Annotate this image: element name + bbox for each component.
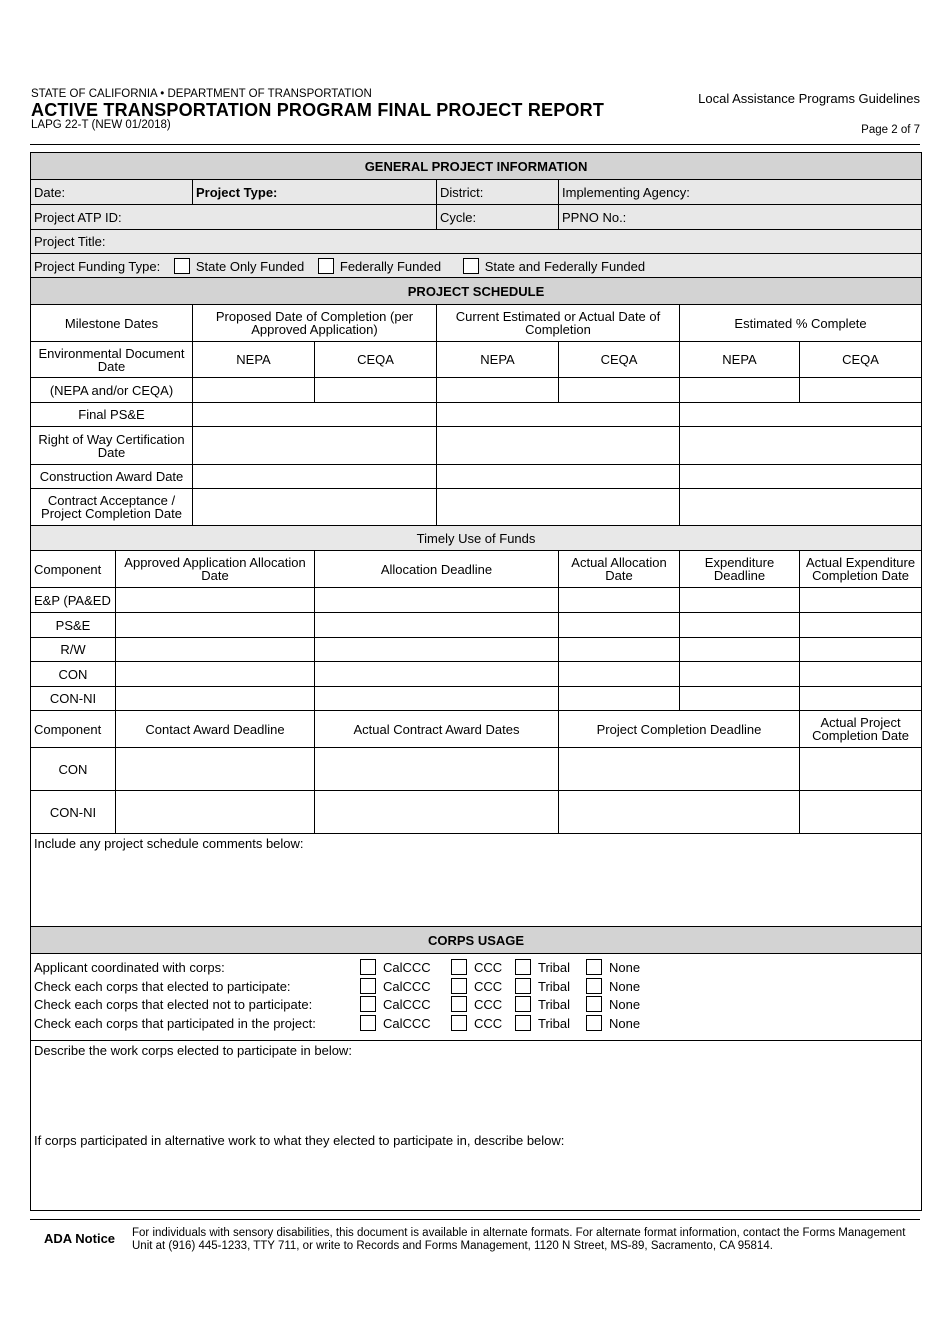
none-checkbox[interactable] [586,978,602,994]
project-title-field[interactable] [31,230,922,254]
award-input[interactable] [559,748,800,791]
allocation-deadline-header: Allocation Deadline [315,551,559,588]
corps-alternative-work-area[interactable] [31,1131,922,1211]
percent-input[interactable] [680,465,922,489]
ccc-checkbox[interactable] [451,978,467,994]
funds-input[interactable] [559,613,680,638]
calccc-label: CalCCC [383,960,431,975]
schedule-heading: PROJECT SCHEDULE [31,278,922,305]
bottom-rule [30,1219,920,1220]
project-type-field[interactable] [193,180,437,205]
award-component-header: Component [31,711,116,748]
schedule-comments-area[interactable] [31,834,922,927]
award-input[interactable] [800,791,922,834]
state-federal-checkbox[interactable] [463,258,479,274]
percent-nepa-header: NEPA [680,342,800,378]
proposed-ceqa-input[interactable] [315,378,437,403]
funds-input[interactable] [559,638,680,662]
guidelines-label: Local Assistance Programs Guidelines [698,91,920,106]
form-title: ACTIVE TRANSPORTATION PROGRAM FINAL PROJECT REPORT [31,100,605,120]
corps-row-coordinated: Applicant coordinated with corps: [34,960,225,975]
none-checkbox[interactable] [586,996,602,1012]
funds-input[interactable] [680,613,800,638]
tribal-checkbox[interactable] [515,996,531,1012]
milestone-row-certification: Right of Way Certification Date [31,427,193,465]
component-label: PS&E [31,613,116,638]
funds-input[interactable] [800,662,922,687]
actual-allocation-header: Actual Allocation Date [559,551,680,588]
percent-ceqa-input[interactable] [800,378,922,403]
ccc-label: CCC [474,1016,503,1031]
proposed-input[interactable] [193,403,437,427]
funds-input[interactable] [800,588,922,613]
percent-input[interactable] [680,489,922,526]
funds-component-header: Component [31,551,116,588]
approved-allocation-header: Approved Application Allocation Date [116,551,315,588]
top-rule [30,144,920,145]
tribal-label: Tribal [538,979,571,994]
funds-input[interactable] [680,662,800,687]
milestone-header: Milestone Dates [31,305,193,342]
tribal-label: Tribal [538,997,571,1012]
award-input[interactable] [315,791,559,834]
percent-complete-header: Estimated % Complete [680,305,922,342]
award-input[interactable] [800,748,922,791]
implementing-agency-field[interactable] [559,180,922,205]
funds-input[interactable] [559,687,680,711]
agency-line: STATE OF CALIFORNIA • DEPARTMENT OF TRANSPORTATION [31,88,372,100]
federally-funded-label: Federally Funded [339,258,442,274]
funds-input[interactable] [315,662,559,687]
funds-input[interactable] [680,687,800,711]
cycle-field[interactable] [437,205,559,230]
award-input[interactable] [559,791,800,834]
date-field[interactable] [31,180,193,205]
ccc-checkbox[interactable] [451,1015,467,1031]
expenditure-deadline-header: Expenditure Deadline [680,551,800,588]
funds-input[interactable] [559,662,680,687]
none-label: None [609,960,641,975]
proposed-ceqa-header: CEQA [315,342,437,378]
calccc-label: CalCCC [383,1016,431,1031]
funds-input[interactable] [559,588,680,613]
current-input[interactable] [437,403,680,427]
ccc-label: CCC [474,960,503,975]
ppno-label: PPNO No.: [562,209,627,225]
milestone-construction-award: Construction Award Date [31,465,193,489]
env-doc-label: Environmental Document Date [31,342,193,378]
tribal-label: Tribal [538,960,571,975]
atp-id-field[interactable] [31,205,437,230]
env-doc-sub-label: (NEPA and/or CEQA) [31,378,193,403]
component-label: CON [31,662,116,687]
state-only-checkbox[interactable] [174,258,190,274]
percent-input[interactable] [680,403,922,427]
milestone-final-pse: Final PS&E [31,403,193,427]
funds-input[interactable] [116,588,315,613]
award-input[interactable] [116,791,315,834]
current-date-header: Current Estimated or Actual Date of Completion [437,305,680,342]
project-report-form [30,152,922,1211]
project-type-label: Project Type: [196,184,278,200]
corps-row-elected: Check each corps that elected to participate: [34,979,291,994]
proposed-nepa-input[interactable] [193,378,315,403]
percent-input[interactable] [680,427,922,465]
calccc-checkbox[interactable] [360,1015,376,1031]
state-federal-label: State and Federally Funded [484,258,646,274]
funds-input[interactable] [800,687,922,711]
funds-input[interactable] [680,638,800,662]
percent-ceqa-header: CEQA [800,342,922,378]
schedule-comments-label: Include any project schedule comments below: [34,836,304,851]
award-input[interactable] [116,748,315,791]
actual-completion-header: Actual Project Completion Date [800,711,922,748]
current-input[interactable] [437,489,680,526]
corps-row-not-elected: Check each corps that elected not to participate: [34,997,313,1012]
tribal-checkbox[interactable] [515,1015,531,1031]
corps-heading: CORPS USAGE [31,927,922,954]
federally-funded-checkbox[interactable] [318,258,334,274]
ccc-checkbox[interactable] [451,959,467,975]
contact-award-deadline-header: Contact Award Deadline [116,711,315,748]
funds-input[interactable] [116,662,315,687]
ada-notice-label: ADA Notice [44,1231,116,1246]
funds-input[interactable] [315,588,559,613]
calccc-checkbox[interactable] [360,978,376,994]
ccc-label: CCC [474,979,503,994]
none-label: None [609,997,641,1012]
award-component-label: CON [31,748,116,791]
corps-work-description-label: Describe the work corps elected to participate in below: [34,1043,352,1058]
page-number: Page 2 of 7 [861,124,920,136]
calccc-label: CalCCC [383,997,431,1012]
project-title-label: Project Title: [34,234,106,249]
state-only-label: State Only Funded [195,258,305,274]
ccc-label: CCC [474,997,503,1012]
district-field[interactable] [437,180,559,205]
corps-work-description-area[interactable] [31,1041,922,1131]
current-input[interactable] [437,465,680,489]
award-input[interactable] [315,748,559,791]
none-checkbox[interactable] [586,1015,602,1031]
funds-input[interactable] [315,638,559,662]
project-completion-deadline-header: Project Completion Deadline [559,711,800,748]
funds-input[interactable] [116,638,315,662]
district-label: District: [440,184,484,200]
corps-alternative-work-label: If corps participated in alternative work to what they elected to participate in, describe below: [34,1132,565,1148]
funding-type-label: Project Funding Type: [34,258,161,274]
actual-expenditure-header: Actual Expenditure Completion Date [800,551,922,588]
proposed-nepa-header: NEPA [193,342,315,378]
funding-type-row [31,254,922,278]
funds-input[interactable] [800,638,922,662]
corps-checklist [31,954,922,1041]
proposed-input[interactable] [193,489,437,526]
calccc-checkbox[interactable] [360,996,376,1012]
form-number: LAPG 22-T (NEW 01/2018) [31,119,171,131]
current-ceqa-header: CEQA [559,342,680,378]
ppno-field[interactable] [559,205,922,230]
tribal-checkbox[interactable] [515,959,531,975]
calccc-checkbox[interactable] [360,959,376,975]
ccc-checkbox[interactable] [451,996,467,1012]
corps-row-participated: Check each corps that participated in the project: [34,1016,316,1031]
date-label: Date: [34,184,66,200]
current-nepa-header: NEPA [437,342,559,378]
timely-funds-heading: Timely Use of Funds [31,526,922,551]
current-nepa-input[interactable] [437,378,559,403]
current-input[interactable] [437,427,680,465]
general-heading: GENERAL PROJECT INFORMATION [31,153,922,180]
milestone-contract-acceptance: Contract Acceptance / Project Completion Date [31,489,193,526]
tribal-checkbox[interactable] [515,978,531,994]
proposed-input[interactable] [193,465,437,489]
cycle-label: Cycle: [440,209,477,225]
percent-nepa-input[interactable] [680,378,800,403]
component-label: R/W [31,638,116,662]
actual-contract-award-header: Actual Contract Award Dates [315,711,559,748]
funds-input[interactable] [116,687,315,711]
funds-input[interactable] [680,588,800,613]
none-checkbox[interactable] [586,959,602,975]
current-ceqa-input[interactable] [559,378,680,403]
calccc-label: CalCCC [383,979,431,994]
funds-input[interactable] [116,613,315,638]
none-label: None [609,1016,641,1031]
ada-notice-text: For individuals with sensory disabilities, this document is available in alternate formats. For alternate format information, contact the Forms Management Unit at (916) 445-1233, TTY 711, or write to Records and Forms Management, 1120 N Street, MS-89, Sacramento, CA 95814. [132,1227,906,1252]
component-label: CON-NI [31,687,116,711]
tribal-label: Tribal [538,1016,571,1031]
implementing-agency-label: Implementing Agency: [562,184,690,200]
funds-input[interactable] [315,613,559,638]
funds-input[interactable] [800,613,922,638]
proposed-input[interactable] [193,427,437,465]
proposed-date-header: Proposed Date of Completion (per Approved Application) [193,305,437,342]
funds-input[interactable] [315,687,559,711]
component-label: E&P (PA&ED [31,588,116,613]
atp-id-label: Project ATP ID: [34,209,122,225]
none-label: None [609,979,641,994]
award-component-label: CON-NI [31,791,116,834]
